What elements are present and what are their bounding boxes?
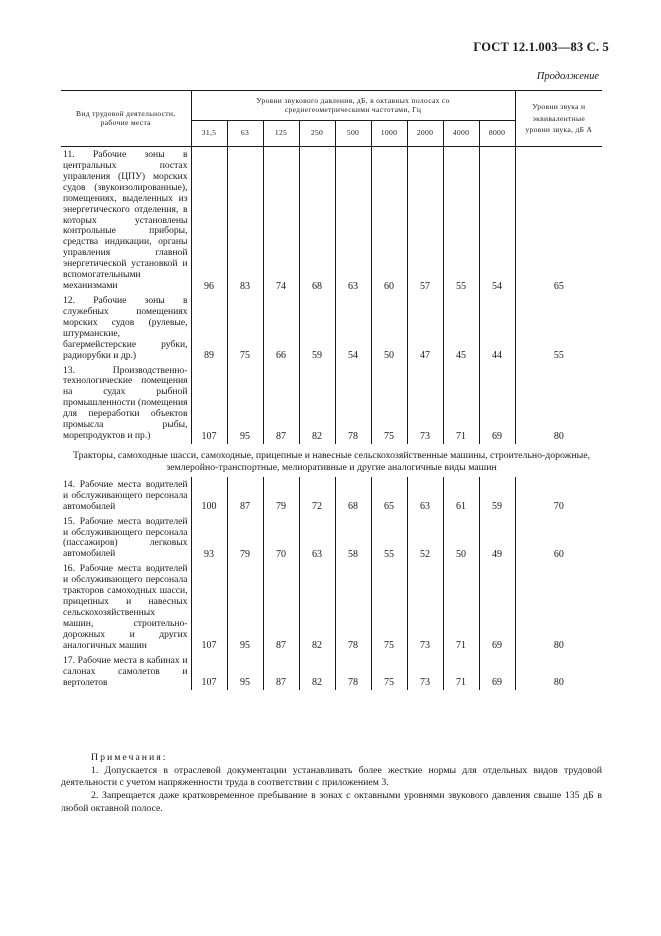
level-value: 87 <box>263 364 299 444</box>
level-value: 107 <box>191 364 227 444</box>
table-row <box>61 147 602 294</box>
table-row <box>61 515 602 563</box>
table-row <box>61 654 602 691</box>
level-value: 75 <box>371 364 407 444</box>
level-value: 74 <box>263 147 299 294</box>
level-value: 44 <box>479 294 515 364</box>
continuation-label: Продолжение <box>536 71 599 82</box>
level-value: 52 <box>407 515 443 563</box>
dba-value: 80 <box>515 654 602 691</box>
level-value: 73 <box>407 364 443 444</box>
level-value: 71 <box>443 654 479 691</box>
level-value: 82 <box>299 364 335 444</box>
row-description: 12. Рабочие зоны в служебных помещениях морских судов (рулевые, штурманские, багермейстерские рубки, радиорубки и др.) <box>61 294 191 364</box>
level-value: 69 <box>479 562 515 653</box>
level-value: 75 <box>227 294 263 364</box>
level-value: 63 <box>335 147 371 294</box>
row-description: 17. Рабочие места в кабинах и салонах самолетов и вертолетов <box>61 654 191 691</box>
level-value: 63 <box>407 477 443 515</box>
level-value: 100 <box>191 477 227 515</box>
level-value: 73 <box>407 562 443 653</box>
col-header-activity: Вид трудовой деятельности, рабочие места <box>61 91 191 147</box>
table-row <box>61 294 602 364</box>
level-value: 47 <box>407 294 443 364</box>
level-value: 73 <box>407 654 443 691</box>
level-value: 82 <box>299 654 335 691</box>
note-item: 1. Допускается в отраслевой документации устанавливать более жесткие нормы для отдельных видов трудовой деятельности с учетом напряженности труда в соответствии с приложением 3. <box>61 764 602 789</box>
row-description: 11. Рабочие зоны в центральных постах управления (ЦПУ) морских судов (звукоизолированные), помещениях, выделенных из энергетического отделения, в которых установлены контрольные приборы, средства индикации, органы управления главной энергетической установкой и вспомогательными механизмами <box>61 147 191 294</box>
table-body-maritime <box>61 147 602 444</box>
freq-header: 2000 <box>407 121 443 147</box>
level-value: 59 <box>299 294 335 364</box>
group-heading: Тракторы, самоходные шасси, самоходные, прицепные и навесные сельскохозяйственные машины, строительно-дорожные, землеройно-транспортные, мелиоративные и другие аналогичные виды машин <box>72 449 591 473</box>
table-body-vehicles <box>61 477 602 691</box>
level-value: 45 <box>443 294 479 364</box>
level-value: 89 <box>191 294 227 364</box>
level-value: 50 <box>371 294 407 364</box>
dba-value: 80 <box>515 364 602 444</box>
level-value: 70 <box>263 515 299 563</box>
freq-header: 125 <box>263 121 299 147</box>
table-row <box>61 562 602 653</box>
level-value: 78 <box>335 364 371 444</box>
level-value: 75 <box>371 654 407 691</box>
level-value: 78 <box>335 562 371 653</box>
level-value: 82 <box>299 562 335 653</box>
level-value: 87 <box>227 477 263 515</box>
level-value: 66 <box>263 294 299 364</box>
freq-header: 8000 <box>479 121 515 147</box>
level-value: 57 <box>407 147 443 294</box>
dba-value: 55 <box>515 294 602 364</box>
level-value: 68 <box>335 477 371 515</box>
level-value: 55 <box>443 147 479 294</box>
level-value: 107 <box>191 562 227 653</box>
table-row <box>61 477 602 515</box>
noise-norms-table <box>61 90 602 690</box>
level-value: 95 <box>227 562 263 653</box>
level-value: 78 <box>335 654 371 691</box>
level-value: 58 <box>335 515 371 563</box>
level-value: 71 <box>443 364 479 444</box>
notes-title: Примечания: <box>91 752 168 763</box>
dba-value: 60 <box>515 515 602 563</box>
level-value: 55 <box>371 515 407 563</box>
col-header-levels: Уровни звукового давления, дБ, в октавных полосах со среднегеометрическими частотами, Гц <box>191 91 515 121</box>
freq-header: 250 <box>299 121 335 147</box>
freq-header: 500 <box>335 121 371 147</box>
level-value: 75 <box>371 562 407 653</box>
level-value: 49 <box>479 515 515 563</box>
level-value: 72 <box>299 477 335 515</box>
col-header-equivalent: Уровни звука и эквивалентные уровни звука, дБ А <box>515 91 602 147</box>
level-value: 87 <box>263 654 299 691</box>
level-value: 59 <box>479 477 515 515</box>
level-value: 54 <box>479 147 515 294</box>
table-row <box>61 364 602 444</box>
level-value: 61 <box>443 477 479 515</box>
level-value: 54 <box>335 294 371 364</box>
level-value: 93 <box>191 515 227 563</box>
level-value: 79 <box>227 515 263 563</box>
level-value: 60 <box>371 147 407 294</box>
level-value: 65 <box>371 477 407 515</box>
row-description: 14. Рабочие места водителей и обслуживающего персонала автомобилей <box>61 477 191 515</box>
freq-header: 4000 <box>443 121 479 147</box>
dba-value: 65 <box>515 147 602 294</box>
level-value: 68 <box>299 147 335 294</box>
page-header: ГОСТ 12.1.003—83 С. 5 <box>473 40 609 54</box>
note-item: 2. Запрещается даже кратковременное пребывание в зонах с октавными уровнями звукового давления свыше 135 дБ в любой октавной полосе. <box>61 790 602 814</box>
row-description: 13. Производственно-технологические помещения на судах рыбной промышленности (помещения для переработки объектов промысла рыбы, морепродуктов и пр.) <box>61 364 191 444</box>
level-value: 50 <box>443 515 479 563</box>
level-value: 69 <box>479 364 515 444</box>
row-description: 15. Рабочие места водителей и обслуживающего персонала (пассажиров) легковых автомобилей <box>61 515 191 563</box>
notes <box>61 752 602 816</box>
level-value: 96 <box>191 147 227 294</box>
level-value: 71 <box>443 562 479 653</box>
level-value: 107 <box>191 654 227 691</box>
freq-header: 31,5 <box>191 121 227 147</box>
dba-value: 70 <box>515 477 602 515</box>
level-value: 95 <box>227 364 263 444</box>
dba-value: 80 <box>515 562 602 653</box>
level-value: 83 <box>227 147 263 294</box>
level-value: 63 <box>299 515 335 563</box>
level-value: 95 <box>227 654 263 691</box>
freq-header: 63 <box>227 121 263 147</box>
freq-header: 1000 <box>371 121 407 147</box>
level-value: 87 <box>263 562 299 653</box>
level-value: 69 <box>479 654 515 691</box>
row-description: 16. Рабочие места водителей и обслуживающего персонала тракторов самоходных шасси, прицепных и навесных сельскохозяйственных машин, строительно-дорожных и других аналогичных машин <box>61 562 191 653</box>
level-value: 79 <box>263 477 299 515</box>
